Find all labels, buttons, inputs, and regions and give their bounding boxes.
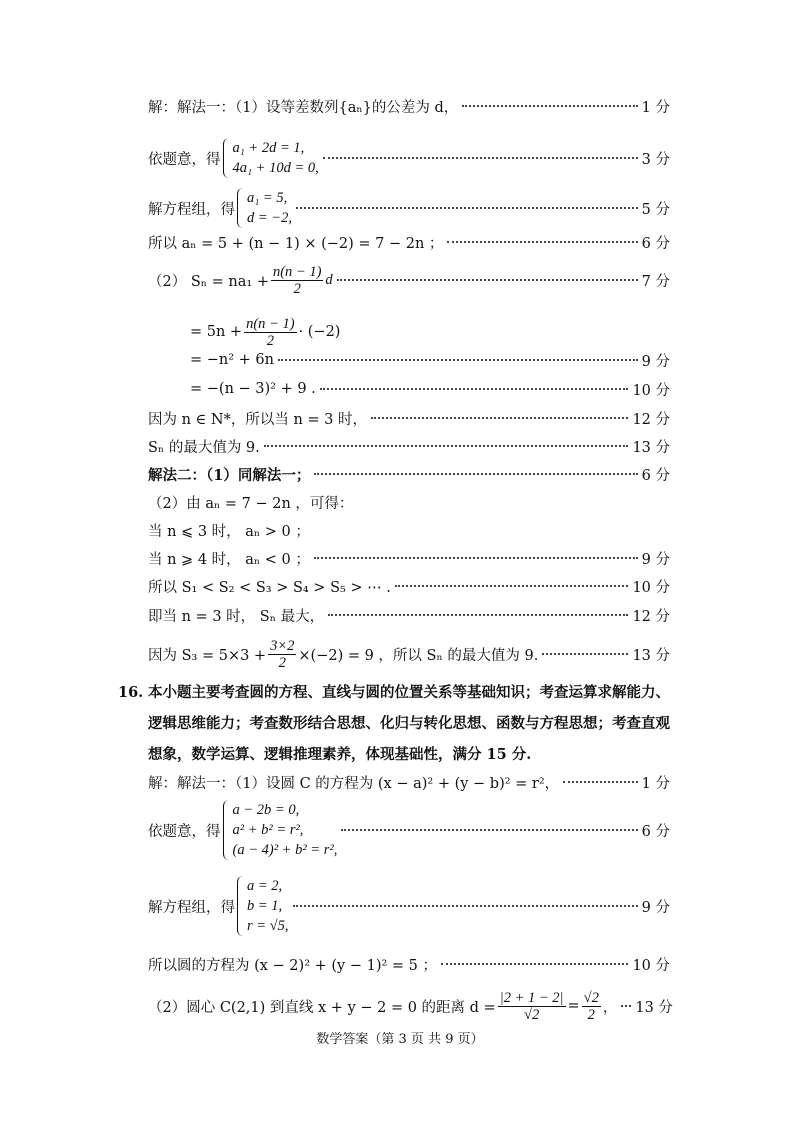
q15-method-2	[148, 462, 670, 486]
q15-step-8-text: = −(n − 3)² + 9 .	[190, 381, 316, 397]
page-footer: 数学答案（第 3 页 共 9 页）	[316, 1032, 484, 1047]
numerator: n(n − 1)	[246, 315, 295, 332]
q15-m2-step-6	[148, 634, 670, 674]
q15-method-2-text: 解法二：（1）同解法一；	[148, 466, 311, 484]
equation: a = 2,	[247, 878, 283, 894]
equation: a² + b² = r²,	[232, 822, 304, 838]
denominator: 2	[278, 654, 286, 671]
denominator: √2	[523, 1006, 540, 1023]
score: 10 分	[632, 382, 670, 399]
score: 10 分	[632, 579, 670, 596]
q15-step-1-text: 解：解法一：（1）设等差数列{aₙ}的公差为 d，	[148, 99, 459, 116]
equation: b = 1,	[247, 898, 283, 914]
q15-step-4	[148, 230, 670, 254]
leader-dots	[563, 781, 637, 783]
score: 7 分	[641, 273, 670, 290]
leader-dots	[314, 557, 638, 559]
q15-step-4-text: 所以 aₙ = 5 + (n − 1) × (−2) = 7 − 2n ；	[148, 235, 444, 252]
q15-m2-step-4	[148, 574, 670, 598]
score: 3 分	[641, 151, 670, 168]
leader-dots	[621, 1005, 631, 1007]
score: 13 分	[635, 999, 673, 1016]
score: 10 分	[632, 957, 670, 974]
left-brace	[237, 876, 244, 936]
q16-step-2-lead: 依题意，得	[148, 823, 221, 840]
denominator: 2	[293, 280, 301, 297]
leader-dots	[447, 241, 637, 243]
equation-system	[223, 138, 319, 178]
leader-dots	[395, 585, 629, 587]
q15-m2-step-5	[148, 603, 670, 627]
q15-m2-step-6-tail: ×(−2) = 9 ，所以 Sₙ 的最大值为 9.	[298, 647, 539, 664]
fraction	[268, 638, 296, 671]
score: 9 分	[641, 899, 670, 916]
q15-step-1	[148, 94, 670, 118]
leader-dots	[320, 388, 629, 390]
denominator: 2	[266, 332, 274, 349]
q15-m2-step-2-text: 当 n ⩽ 3 时， aₙ > 0 ；	[148, 523, 310, 540]
fraction	[498, 990, 566, 1023]
fraction	[582, 990, 601, 1023]
denominator: 2	[587, 1006, 595, 1023]
q15-step-6-tail: · (−2)	[298, 324, 341, 340]
q15-step-3	[148, 186, 670, 230]
q16-step-5-tail: ，	[602, 999, 618, 1016]
q15-step-9	[148, 406, 670, 430]
q16-step-4-text: 所以圆的方程为 (x − 2)² + (y − 1)² = 5 ；	[148, 957, 437, 974]
leader-dots	[264, 445, 629, 447]
q16-step-4	[148, 952, 670, 976]
equals-sign: =	[567, 998, 580, 1014]
leader-dots	[293, 905, 638, 907]
fraction	[271, 264, 323, 297]
q16-step-3-lead: 解方程组，得	[148, 899, 235, 916]
equation: a₁ + 2d = 1,	[232, 140, 305, 156]
q15-step-10-text: Sₙ 的最大值为 9.	[148, 439, 260, 456]
fraction	[244, 316, 296, 349]
score: 13 分	[632, 439, 670, 456]
q15-step-8	[190, 377, 670, 401]
q15-m2-step-3	[148, 546, 670, 570]
equation: a − 2b = 0,	[232, 802, 300, 818]
equation: 4a₁ + 10d = 0,	[232, 160, 319, 176]
score: 1 分	[641, 775, 670, 792]
numerator: n(n − 1)	[272, 263, 322, 280]
score: 6 分	[641, 823, 670, 840]
leader-dots	[278, 359, 638, 361]
left-brace	[223, 800, 230, 860]
leader-dots	[441, 963, 628, 965]
left-brace	[237, 188, 244, 228]
q16-step-3	[148, 874, 670, 938]
equation-system	[237, 188, 292, 228]
numerator: |2 + 1 − 2|	[499, 989, 564, 1006]
q15-m2-step-6-lead: 因为 S₃ = 5×3 +	[148, 647, 267, 664]
q15-step-3-lead: 解方程组，得	[148, 201, 235, 218]
score: 1 分	[641, 99, 670, 116]
leader-dots	[462, 105, 637, 107]
q16-intro	[118, 677, 678, 770]
q15-m2-step-5-text: 即当 n = 3 时， Sₙ 最大，	[148, 608, 325, 625]
q16-step-2	[148, 798, 670, 862]
equation: a₁ = 5,	[247, 190, 288, 206]
q15-step-5-tail: d	[325, 271, 333, 288]
question-number: 16.	[118, 684, 144, 701]
q15-m2-step-1	[148, 490, 353, 514]
q16-step-5-lead: （2）圆心 C(2,1) 到直线 x + y − 2 = 0 的距离 d =	[148, 999, 496, 1016]
equation-system	[223, 800, 338, 860]
score: 13 分	[632, 647, 670, 664]
leader-dots	[296, 207, 638, 209]
equation: r = √5,	[247, 918, 289, 934]
score: 6 分	[641, 235, 670, 252]
score: 12 分	[632, 608, 670, 625]
q15-step-2	[148, 136, 670, 180]
q15-step-7-text: = −n² + 6n	[190, 352, 274, 368]
equation: (a − 4)² + b² = r²,	[232, 842, 338, 858]
q15-m2-step-1-text: （2）由 aₙ = 7 − 2n ，可得：	[148, 495, 354, 512]
q16-step-1	[148, 770, 670, 794]
leader-dots	[328, 614, 628, 616]
q15-step-5-lead: （2） Sₙ = na₁ +	[148, 273, 269, 290]
q16-step-5	[148, 985, 673, 1027]
q15-step-6	[190, 312, 340, 352]
score: 12 分	[632, 411, 670, 428]
leader-dots	[371, 417, 628, 419]
q15-m2-step-3-text: 当 n ⩾ 4 时， aₙ < 0 ；	[148, 551, 310, 568]
score: 9 分	[641, 353, 670, 370]
q15-step-10	[148, 434, 670, 458]
numerator: 3×2	[270, 637, 295, 654]
q15-m2-step-4-text: 所以 S₁ < S₂ < S₃ > S₄ > S₅ > ⋯ .	[148, 579, 391, 596]
q15-step-2-lead: 依题意，得	[148, 151, 221, 168]
score: 6 分	[641, 467, 670, 484]
q16-step-1-text: 解：解法一：（1）设圆 C 的方程为 (x − a)² + (y − b)² = r²，	[148, 775, 560, 792]
equation: d = −2,	[247, 210, 292, 226]
score: 5 分	[641, 201, 670, 218]
score: 9 分	[641, 551, 670, 568]
q15-step-9-text: 因为 n ∈ N*，所以当 n = 3 时，	[148, 411, 367, 428]
numerator: √2	[583, 989, 599, 1006]
leader-dots	[337, 279, 638, 281]
equation-system	[237, 876, 289, 936]
q15-step-7	[190, 348, 670, 372]
leader-dots	[314, 473, 637, 475]
q15-m2-step-2	[148, 518, 310, 542]
q15-step-6-lead: = 5n +	[190, 324, 243, 340]
leader-dots	[542, 653, 628, 655]
q15-step-5	[148, 260, 670, 300]
leader-dots	[323, 157, 638, 159]
left-brace	[223, 138, 230, 178]
q16-intro-text: 本小题主要考查圆的方程、直线与圆的位置关系等基础知识；考查运算求解能力、逻辑思维能力；考查数形结合思想、化归与转化思想、函数与方程思想；考查直观想象，数学运算、逻辑推理素养，体现基础性，满分 15 分.	[148, 684, 670, 763]
leader-dots	[341, 829, 637, 831]
